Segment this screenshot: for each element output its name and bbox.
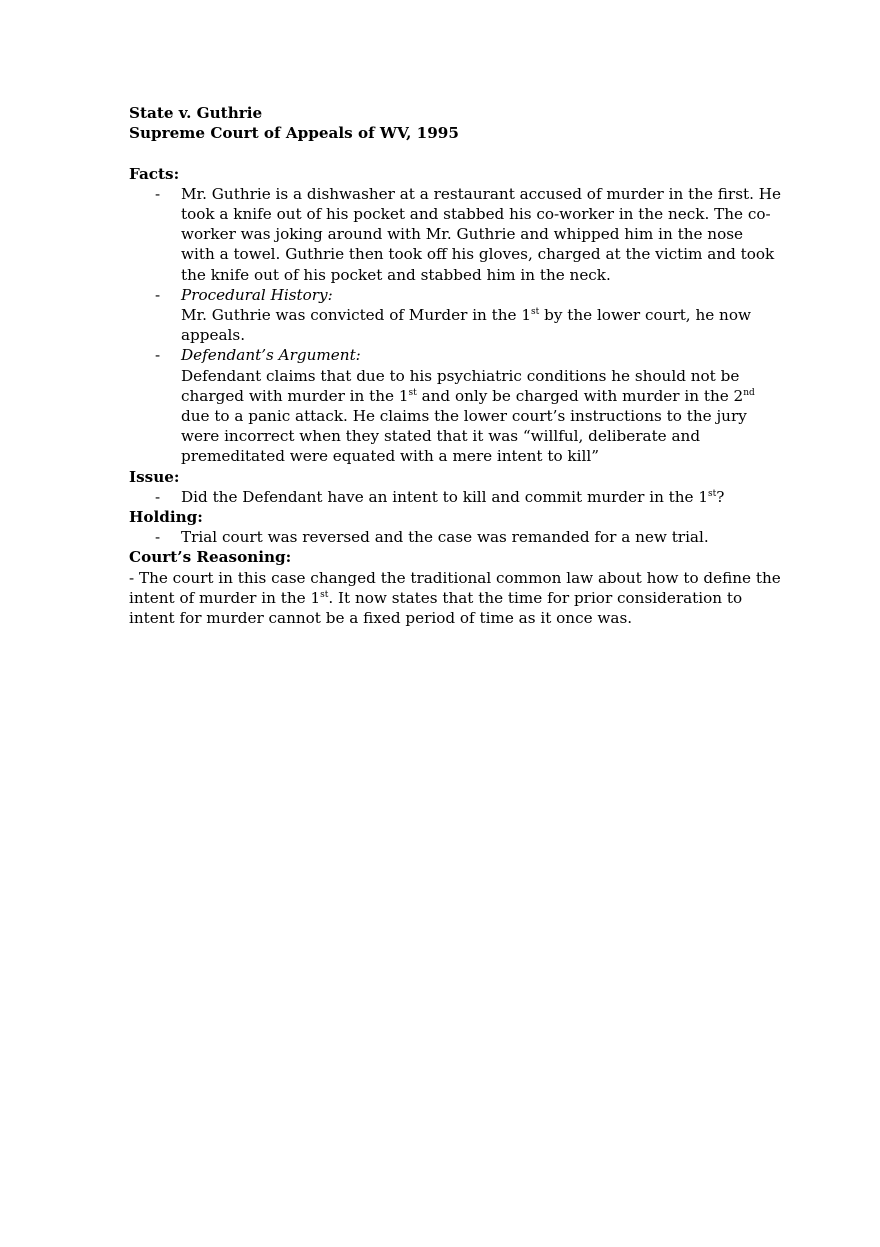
reasoning-line	[129, 588, 759, 608]
facts-item	[129, 184, 781, 285]
spacer	[129, 143, 759, 163]
court-name: Supreme Court of Appeals of WV, 1995	[129, 124, 459, 143]
facts-heading: Facts:	[129, 164, 180, 183]
reasoning-heading: Court’s Reasoning:	[129, 548, 292, 567]
issue-item	[129, 487, 759, 507]
superscript: st	[708, 488, 717, 499]
facts-line: took a knife out of his pocket and stabbed his co-worker in the neck. The co-	[181, 205, 771, 223]
argument-line: due to a panic attack. He claims the lower court’s instructions to the jury	[181, 407, 747, 426]
holding-item	[129, 527, 759, 547]
procedural-history-label: Procedural History:	[181, 285, 333, 304]
reasoning-line: - The court in this case changed the traditional common law about how to define the	[129, 568, 781, 587]
superscript: nd	[743, 387, 755, 398]
text-run: ?	[716, 487, 725, 506]
text-run: intent of murder in the 1	[129, 588, 321, 607]
bullet-dash: -	[155, 528, 161, 547]
argument-line: were incorrect when they stated that it was “willful, deliberate and	[181, 427, 701, 446]
facts-line: Mr. Guthrie is a dishwasher at a restaurant accused of murder in the first. He	[181, 184, 781, 203]
superscript: st	[531, 307, 540, 318]
facts-line: with a towel. Guthrie then took off his gloves, charged at the victim and took	[181, 245, 775, 264]
argument-line: Defendant claims that due to his psychiatric conditions he should not be	[181, 366, 740, 385]
text-run: Mr. Guthrie was convicted of Murder in the 1	[181, 306, 532, 325]
reasoning-line: intent for murder cannot be a fixed period of time as it once was.	[129, 609, 633, 628]
bullet-dash: -	[155, 346, 161, 365]
holding-heading: Holding:	[129, 508, 203, 527]
defendant-argument-label: Defendant’s Argument:	[181, 346, 361, 365]
superscript: st	[408, 387, 417, 398]
procedural-history-item	[129, 285, 759, 346]
text-run: . It now states that the time for prior consideration to	[328, 588, 743, 607]
text-run: Did the Defendant have an intent to kill and commit murder in the 1	[181, 487, 709, 506]
bullet-dash: -	[155, 184, 161, 203]
text-run: by the lower court, he now	[539, 306, 751, 325]
facts-line: worker was joking around with Mr. Guthrie and whipped him in the nose	[181, 225, 744, 244]
argument-line	[181, 386, 759, 406]
bullet-dash: -	[155, 487, 161, 506]
argument-line: premeditated were equated with a mere intent to kill”	[181, 447, 599, 466]
issue-line	[181, 487, 759, 507]
case-title: State v. Guthrie	[129, 104, 263, 122]
document-body	[129, 103, 781, 628]
procedural-history-line: appeals.	[181, 326, 246, 345]
bullet-dash: -	[155, 285, 161, 304]
facts-line: the knife out of his pocket and stabbed him in the neck.	[181, 265, 611, 284]
text-run: and only be charged with murder in the 2	[416, 386, 744, 405]
procedural-history-line	[181, 305, 759, 325]
defendant-argument-item	[129, 345, 759, 466]
text-run: charged with murder in the 1	[181, 386, 409, 405]
holding-line: Trial court was reversed and the case was remanded for a new trial.	[181, 528, 709, 547]
issue-heading: Issue:	[129, 467, 180, 486]
superscript: st	[320, 589, 329, 600]
